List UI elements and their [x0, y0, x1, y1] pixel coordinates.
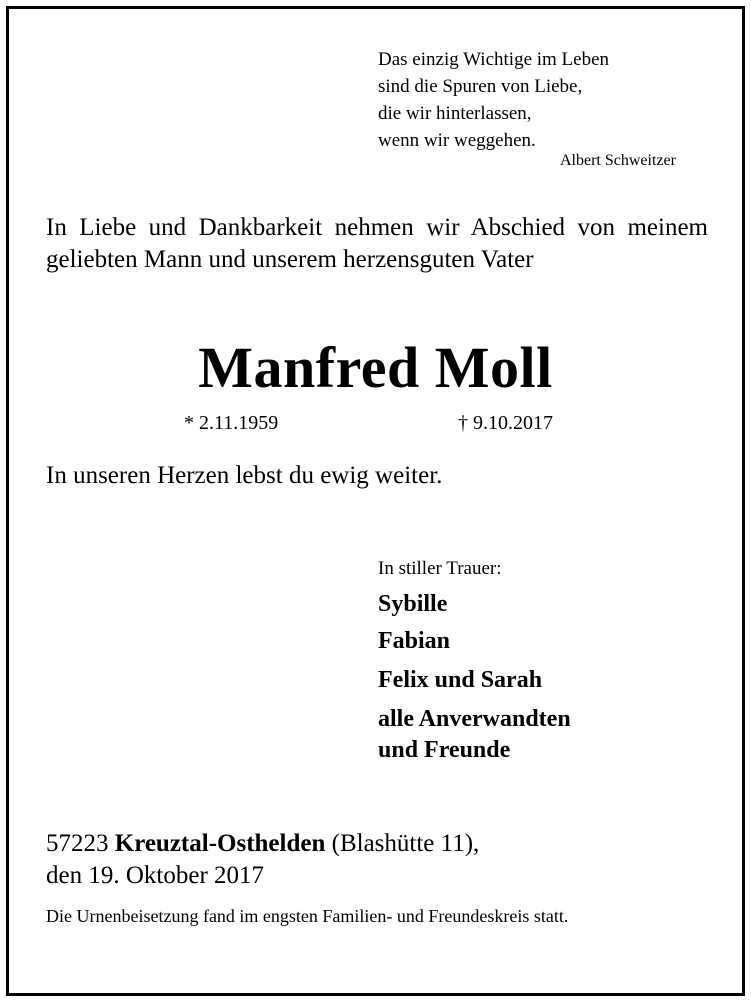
- death-date: † 9.10.2017: [458, 412, 553, 434]
- burial-note: Die Urnenbeisetzung fand im engsten Familien- und Freundeskreis statt.: [46, 906, 569, 926]
- deceased-name: Manfred Moll: [198, 335, 553, 400]
- mourner-name: Sybille: [378, 591, 448, 617]
- mourner-name: Fabian: [378, 628, 451, 654]
- address-zip: 57223: [46, 830, 109, 857]
- mourner-name: alle Anverwandten: [378, 706, 571, 732]
- mourner-name: Felix und Sarah: [378, 667, 543, 693]
- quote-line: wenn wir weggehen.: [378, 130, 536, 151]
- quote: [378, 46, 609, 154]
- quote-line: Das einzig Wichtige im Leben: [378, 49, 610, 70]
- quote-author: Albert Schweitzer: [560, 152, 676, 169]
- birth-date: * 2.11.1959: [184, 412, 279, 434]
- quote-line: sind die Spuren von Liebe,: [378, 76, 583, 97]
- mourner-name: und Freunde: [378, 737, 511, 763]
- intro-text: In Liebe und Dankbarkeit nehmen wir Abschied von meinem geliebten Mann und unserem herzensguten Vater: [46, 214, 708, 273]
- address-block: [46, 828, 479, 892]
- address-street: (Blashütte 11),: [331, 830, 480, 857]
- closing-text: In unseren Herzen lebst du ewig weiter.: [46, 462, 443, 489]
- address-date: den 19. Oktober 2017: [46, 862, 265, 889]
- address-place: Kreuztal-Osthelden: [114, 830, 326, 857]
- address-line: [46, 828, 479, 860]
- quote-line: die wir hinterlassen,: [378, 103, 532, 124]
- mourners-label: In stiller Trauer:: [378, 558, 502, 579]
